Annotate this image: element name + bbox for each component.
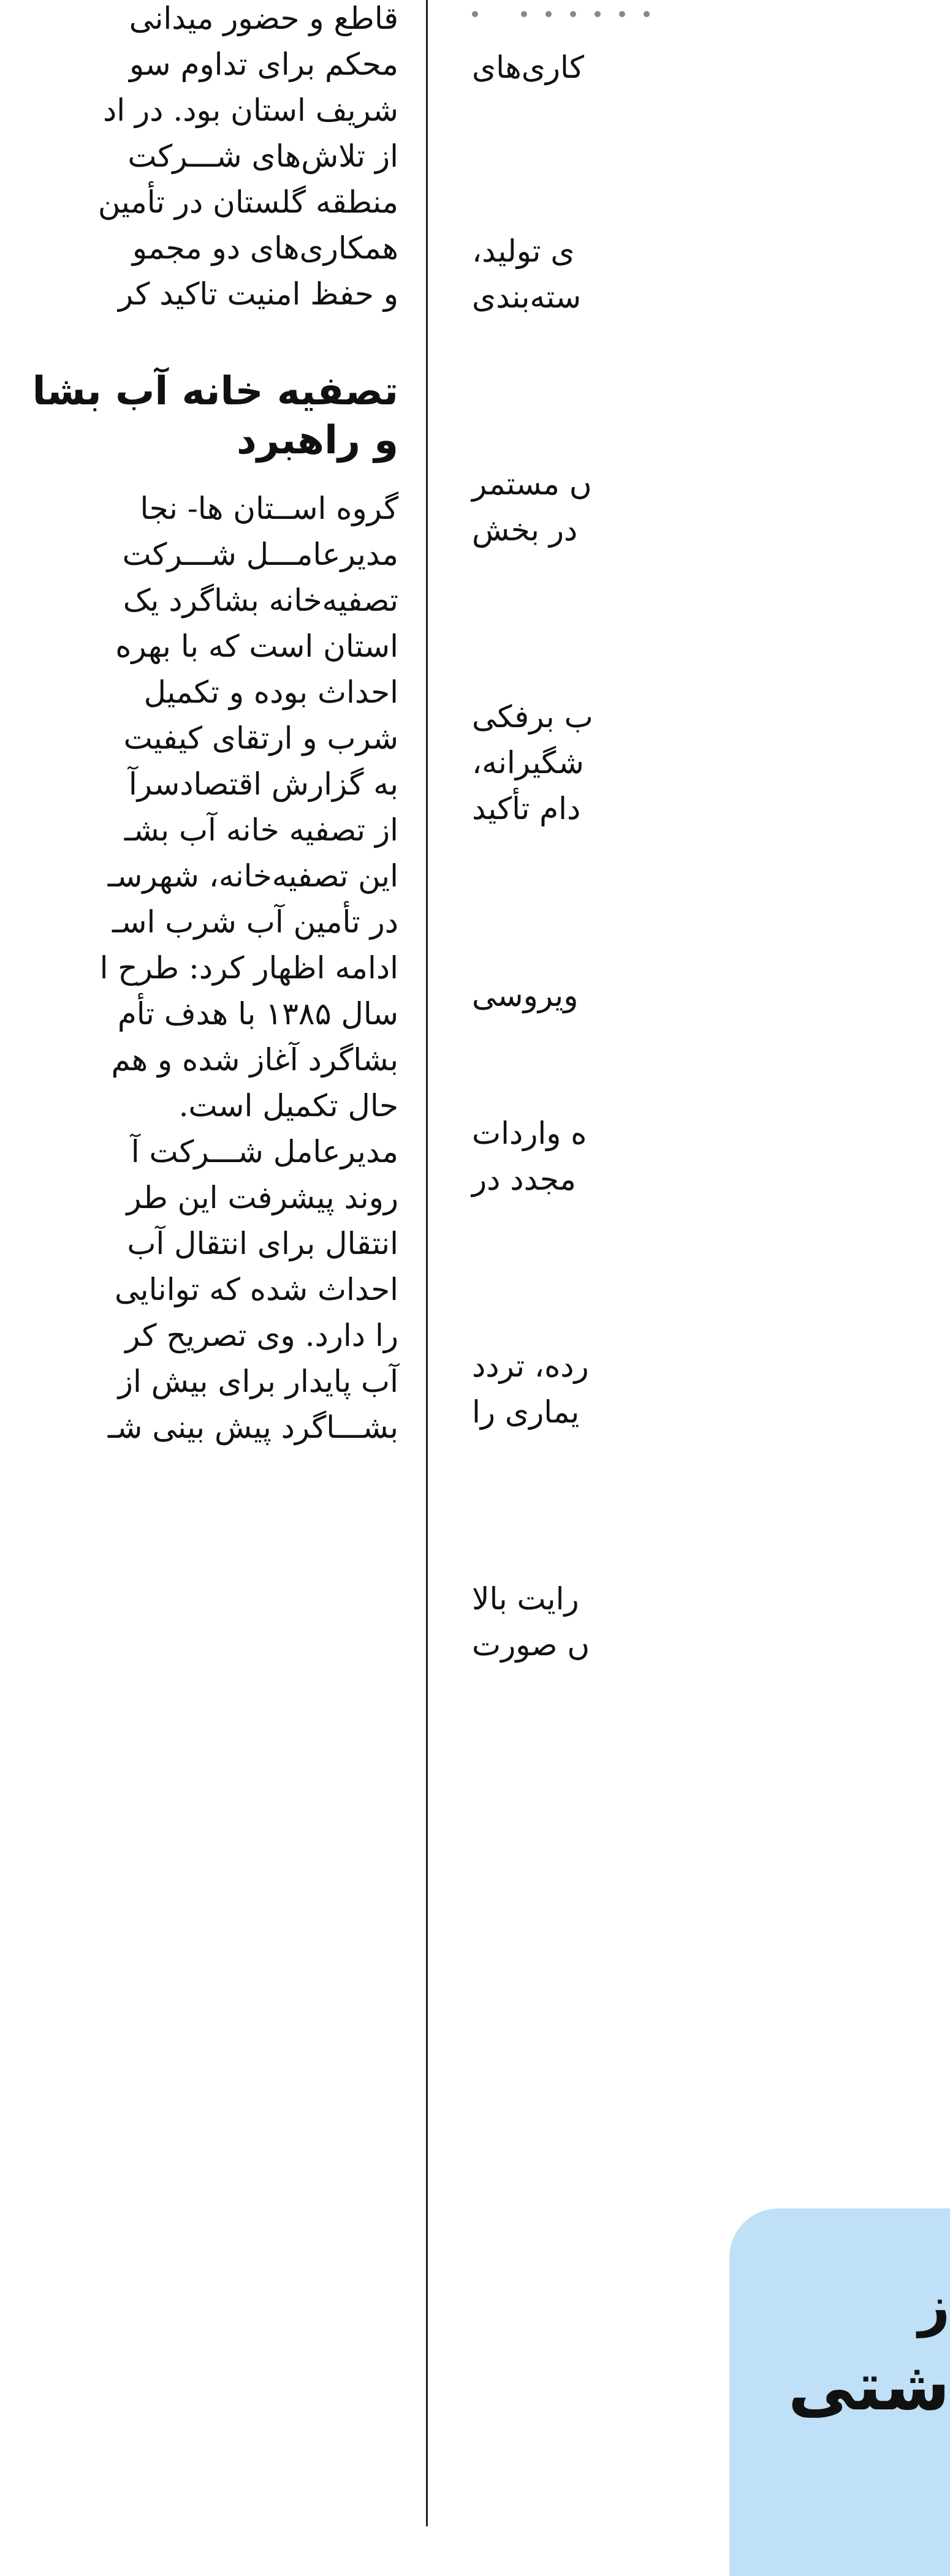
article-line: احداث شده که توانایی (114, 1272, 398, 1307)
paragraph-line: قاطع و حضور میدانی (129, 1, 398, 36)
article-line: شرب و ارتقای کیفیت (123, 720, 398, 756)
article-line: استان است که با بهره (115, 629, 398, 664)
dot (644, 11, 650, 17)
body-line (472, 1115, 919, 1152)
dot (472, 11, 478, 17)
body-text: کاری‌های (472, 50, 585, 85)
article-line: این تصفیه‌خانه، شهرسـ (107, 858, 398, 894)
dot (521, 11, 527, 17)
dot (595, 11, 601, 17)
dot (619, 11, 625, 17)
promo-text: شتی (788, 2347, 950, 2425)
body-text: ستەبندی (472, 279, 582, 315)
dot (570, 11, 576, 17)
body-text: رایت بالا (472, 1581, 579, 1617)
body-line (472, 1161, 919, 1198)
body-line (472, 512, 919, 548)
paragraph-line: محکم برای تداوم سو (129, 47, 398, 82)
body-text: ویروسی (472, 978, 579, 1013)
body-text: شگیرانه، (472, 745, 584, 780)
promo-box (729, 2208, 950, 2576)
body-text: ه واردات (472, 1116, 587, 1151)
body-line (472, 698, 919, 735)
article-line: روند پیشرفت این طر (126, 1180, 398, 1215)
body-line (472, 49, 919, 86)
column-divider (426, 0, 428, 2526)
body-line (472, 977, 919, 1014)
article-line: تصفیه‌خانه بشاگرد یک (123, 583, 398, 618)
article-line: بشـــاگرد پیش بینی شـ (107, 1410, 398, 1445)
article-line: گروه اســتان ها- نجا (140, 491, 398, 526)
paragraph-line: همکاری‌های دو مجمو (132, 230, 398, 266)
left-column (0, 0, 422, 2526)
body-text: ی تولید، (472, 233, 575, 269)
paragraph-line: و حفظ امنیت تاکید کر (118, 276, 398, 312)
body-line (472, 744, 919, 781)
promo-text: ز (918, 2274, 950, 2338)
article-line: ادامه اظهار کرد: طرح ا (99, 950, 398, 986)
article-line: را دارد. وی تصریح کر (125, 1318, 398, 1353)
article-line: انتقال برای انتقال آب (127, 1226, 398, 1261)
body-line (472, 233, 919, 270)
body-text: دام تأکید (472, 791, 581, 826)
article-line: به گزارش اقتصادسرآ (128, 766, 398, 802)
article-headline: و راهبرد (237, 418, 398, 463)
article-line: سال ۱۳۸۵ با هدف تأم (117, 996, 398, 1032)
body-text: ں مستمر (472, 466, 592, 502)
article-headline: تصفیه خانه آب بشا (32, 369, 398, 414)
body-line (472, 279, 919, 315)
body-line (472, 466, 919, 502)
article-line: آب پایدار برای بیش از (118, 1364, 398, 1399)
body-line (472, 1394, 919, 1430)
body-text: یماری را (472, 1394, 580, 1430)
body-text: در بخش (472, 512, 578, 548)
paragraph-line: از تلاش‌های شـــرکت (127, 138, 398, 174)
dot (545, 11, 552, 17)
dotted-separator (472, 2, 919, 27)
body-line (472, 1348, 919, 1384)
body-line (472, 1581, 919, 1617)
right-column (472, 0, 919, 2526)
article-line: مدیرعامـــل شـــرکت (122, 537, 398, 572)
article-line: بشاگرد آغاز شده و هم (111, 1042, 398, 1078)
body-line (472, 1626, 919, 1663)
body-line (472, 790, 919, 827)
paragraph-line: شریف استان بود. در اد (102, 93, 398, 128)
body-text: ب برفکی (472, 699, 593, 735)
article-line: در تأمین آب شرب اسـ (112, 904, 398, 940)
article-line: احداث بوده و تکمیل (143, 674, 398, 710)
body-text: مجدد در (472, 1161, 576, 1197)
article-line: از تصفیه خانه آب بشـ (124, 812, 398, 848)
paragraph-line: منطقه گلستان در تأمین (97, 184, 398, 220)
article-line: مدیرعامل شـــرکت آ (131, 1134, 398, 1169)
body-text: رده، تردد (472, 1348, 589, 1384)
body-text: ں صورت (472, 1627, 590, 1663)
article-line: حال تکمیل است. (178, 1088, 398, 1124)
